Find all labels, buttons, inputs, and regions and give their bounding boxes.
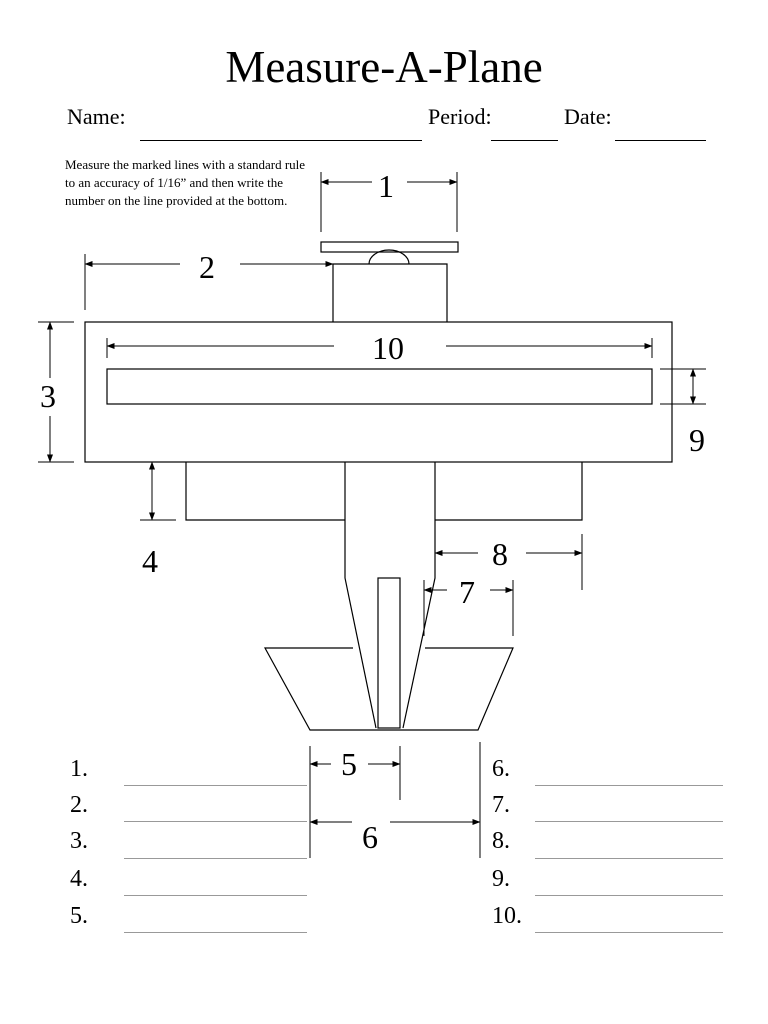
answer-number-10: 10. <box>492 903 522 929</box>
name-label: Name: <box>67 104 126 129</box>
dimension-label-1: 1 <box>378 168 394 204</box>
dimension-lines <box>38 168 706 858</box>
date-label: Date: <box>564 104 612 129</box>
instructions-text: Measure the marked lines with a standard rule to an accuracy of 1/16” and then write the number on the line provided at the bottom. <box>65 157 306 208</box>
dimension-label-3: 3 <box>40 378 56 414</box>
page-title: Measure-A-Plane <box>225 42 543 92</box>
answer-line-4[interactable] <box>124 895 307 896</box>
answer-line-10[interactable] <box>535 932 723 933</box>
fuselage-left <box>345 462 376 728</box>
answer-line-9[interactable] <box>535 895 723 896</box>
dimension-label-4: 4 <box>142 543 158 579</box>
answer-line-5[interactable] <box>124 932 307 933</box>
answer-line-2[interactable] <box>124 821 307 822</box>
fuselage-right <box>403 462 435 728</box>
dimension-label-8: 8 <box>492 536 508 572</box>
answer-number-7: 7. <box>492 792 510 818</box>
period-label: Period: <box>428 104 492 129</box>
plane-outline <box>85 242 672 730</box>
answer-line-7[interactable] <box>535 821 723 822</box>
answer-number-1: 1. <box>70 756 88 782</box>
tail-fin <box>378 578 400 728</box>
answer-line-3[interactable] <box>124 858 307 859</box>
answer-number-8: 8. <box>492 828 510 854</box>
tail-stabilizer <box>265 648 513 730</box>
answer-number-2: 2. <box>70 792 88 818</box>
answer-line-1[interactable] <box>124 785 307 786</box>
answer-number-3: 3. <box>70 828 88 854</box>
answer-number-6: 6. <box>492 756 510 782</box>
dimension-label-7: 7 <box>459 574 475 610</box>
left-wing-root <box>186 462 345 520</box>
aileron <box>107 369 652 404</box>
answer-line-8[interactable] <box>535 858 723 859</box>
answer-number-4: 4. <box>70 866 88 892</box>
dimension-label-5: 5 <box>341 746 357 782</box>
answer-line-6[interactable] <box>535 785 723 786</box>
dimension-label-2: 2 <box>199 249 215 285</box>
right-wing-root <box>435 462 582 520</box>
dimension-label-10: 10 <box>372 330 404 366</box>
dimension-label-6: 6 <box>362 819 378 855</box>
answer-number-5: 5. <box>70 903 88 929</box>
dimension-label-9: 9 <box>689 422 705 458</box>
nose <box>333 264 447 322</box>
answer-number-9: 9. <box>492 866 510 892</box>
